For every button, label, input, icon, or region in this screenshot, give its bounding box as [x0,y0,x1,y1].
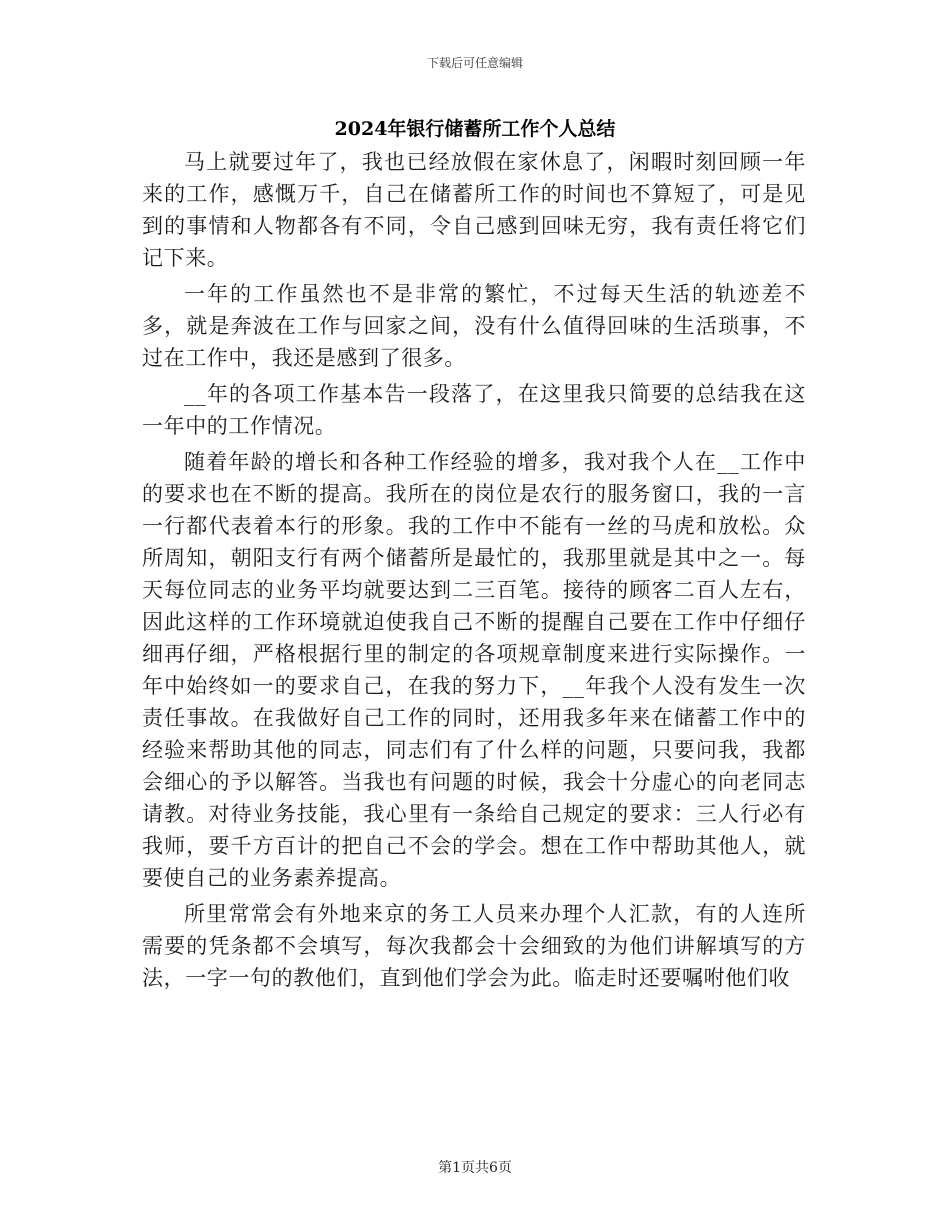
paragraph: 所里常常会有外地来京的务工人员来办理个人汇款，有的人连所需要的凭条都不会填写，每次我都会十会细致的为他们讲解填写的方法，一字一句的教他们，直到他们学会为此。临走时还要嘱咐他们收 [142,902,806,990]
page-number: 第1页共6页 [438,1160,512,1176]
paragraph: 一年的工作虽然也不是非常的繁忙，不过每天生活的轨迹差不多，就是奔波在工作与回家之间，没有什么值得回味的生活琐事，不过在工作中，我还是感到了很多。 [142,282,806,370]
paragraph: __年的各项工作基本告一段落了，在这里我只简要的总结我在这一年中的工作情况。 [142,382,806,438]
paragraph: 随着年龄的增长和各种工作经验的增多，我对我个人在__工作中的要求也在不断的提高。我所在的岗位是农行的服务窗口，我的一言一行都代表着本行的形象。我的工作中不能有一丝的马虎和放松。众所周知，朝阳支行有两个储蓄所是最忙的，我那里就是其中之一。每天每位同志的业务平均就要达到二三百笔。接待的顾客二百人左右，因此这样的工作环境就迫使我自己不断的提醒自己要在工作中仔细仔细再仔细，严格根据行里的制定的各项规章制度来进行实际操作。一年中始终如一的要求自己，在我的努力下，__年我个人没有发生一次责任事故。在我做好自己工作的同时，还用我多年来在储蓄工作中的经验来帮助其他的同志，同志们有了什么样的问题，只要问我，我都会细心的予以解答。当我也有问题的时候，我会十分虚心的向老同志请教。对待业务技能，我心里有一条给自己规定的要求：三人行必有我师，要千方百计的把自己不会的学会。想在工作中帮助其他人，就要使自己的业务素养提高。 [142,450,806,890]
paragraph: 马上就要过年了，我也已经放假在家休息了，闲暇时刻回顾一年来的工作，感慨万千，自己在储蓄所工作的时间也不算短了，可是见到的事情和人物都各有不同，令自己感到回味无穷，我有责任将它们记下来。 [142,150,806,270]
header-note: 下载后可任意编辑 [426,56,523,70]
document-body [142,146,806,998]
document-title: 2024年银行储蓄所工作个人总结 [334,118,616,140]
